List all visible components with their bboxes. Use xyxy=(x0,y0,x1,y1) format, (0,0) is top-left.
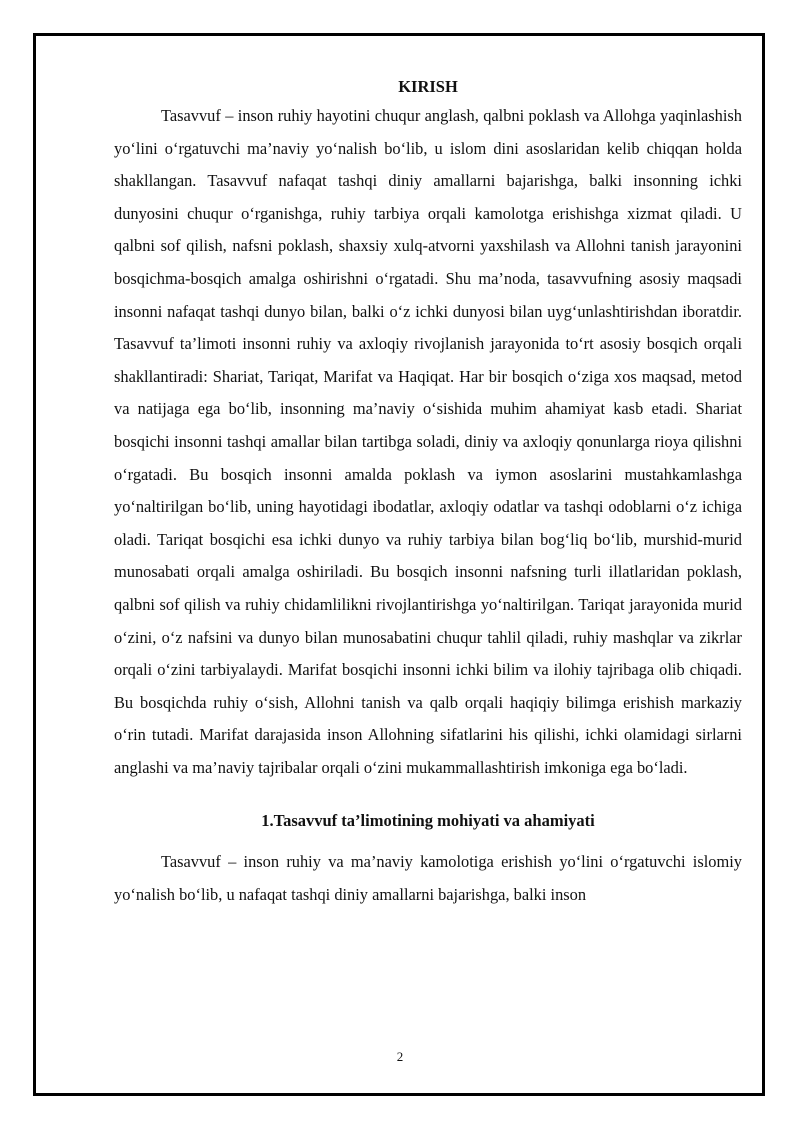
document-body xyxy=(114,74,742,912)
section-paragraph: Tasavvuf – inson ruhiy va ma’naviy kamolotiga erishish yo‘lini o‘rgatuvchi islomiy yo‘nalish bo‘lib, u nafaqat tashqi diniy amallarni bajarishga, balki inson xyxy=(114,852,742,905)
document-heading: KIRISH xyxy=(398,77,458,96)
page-number: 2 xyxy=(396,1049,404,1064)
intro-paragraph: Tasavvuf – inson ruhiy hayotini chuqur anglash, qalbni poklash va Allohga yaqinlashish yo‘lini o‘rgatuvchi ma’naviy yo‘nalish bo‘lib, u islom dini asoslaridan kelib chiqqan holda shakllangan. Tasavvuf nafaqat tashqi diniy amallarni bajarishga, balki insonning ichki dunyosini chuqur o‘rganishga, ruhiy tarbiya orqali kamolotga erishishga xizmat qiladi. U qalbni sof qilish, nafsni poklash, shaxsiy xulq-atvorni yaxshilash va Allohni tanish jarayonini bosqichma-bosqich amalga oshirishni o‘rgatadi. Shu ma’noda, tasavvufning asosiy maqsadi insonni nafaqat tashqi dunyo bilan, balki o‘z ichki dunyosi bilan uyg‘unlashtirishdan iboratdir. Tasavvuf ta’limoti insonni ruhiy va axloqiy rivojlanish jarayonida to‘rt asosiy bosqich orqali shakllantiradi: Shariat, Tariqat, Marifat va Haqiqat. Har bir bosqich o‘ziga xos maqsad, metod va natijaga ega bo‘lib, insonning ma’naviy o‘sishida muhim ahamiyat kasb etadi. Shariat bosqichi insonni tashqi amallar bilan tartibga soladi, diniy va axloqiy qonunlarga rioya qilishni o‘rgatadi. Bu bosqich insonni amalda poklash va iymon asoslarini mustahkamlashga yo‘naltirilgan bo‘lib, uning hayotidagi ibodatlar, axloqiy odatlar va tashqi odoblarni o‘z ichiga oladi. Tariqat bosqichi esa ichki dunyo va ruhiy tarbiya bilan bog‘liq bo‘lib, murshid-murid munosabati orqali amalga oshiriladi. Bu bosqich insonni nafsning turli illatlaridan poklash, qalbni sof qilish va ruhiy chidamlilikni rivojlantirishga yo‘naltirilgan. Tariqat jarayonida murid o‘zini, o‘z nafsini va dunyo bilan munosabatini chuqur tahlil qiladi, ruhiy mashqlar va zikrlar orqali o‘zini tarbiyalaydi. Marifat bosqichi insonni ichki bilim va ilohiy tajribaga olib chiqadi. Bu bosqichda ruhiy o‘sish, Allohni tanish va qalb orqali haqiqiy bilimga erishish markaziy o‘rin tutadi. Marifat darajasida inson Allohning sifatlarini his qilishi, ichki olamidagi sirlarni anglashi va ma’naviy tajribalar orqali o‘zini mukammallashtirish imkoniga ega bo‘ladi. xyxy=(114,106,742,777)
section-heading: 1.Tasavvuf ta’limotining mohiyati va ahamiyati xyxy=(261,811,595,831)
